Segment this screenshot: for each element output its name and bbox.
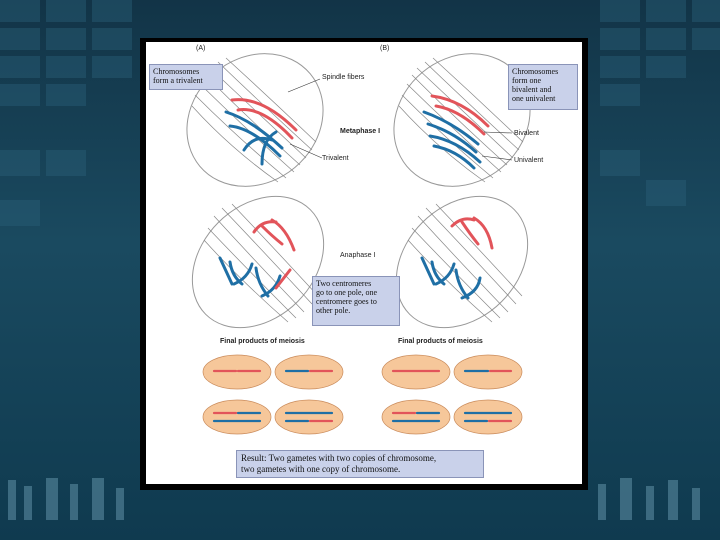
cell-metaphase-a <box>160 26 350 214</box>
result-box: Result: Two gametes with two copies of chromosome, two gametes with one copy of chromosome. <box>236 450 484 478</box>
final-products-label-b: Final products of meiosis <box>398 338 483 345</box>
bivalent-label: Bivalent <box>514 130 539 137</box>
anaphase-label: Anaphase I <box>340 252 376 259</box>
cell-anaphase-a <box>166 170 350 354</box>
spindle-fibers-label: Spindle fibers <box>322 74 365 81</box>
univalent-label: Univalent <box>514 157 544 164</box>
panel-label-b: (B) <box>380 45 390 52</box>
chromosomes-bivalent-univalent <box>424 96 488 168</box>
trivalent-callout: Chromosomes form a trivalent <box>149 64 223 90</box>
cell-anaphase-b <box>370 170 554 354</box>
centromere-callout: Two centromeres go to one pole, one centromere goes to other pole. <box>312 276 400 326</box>
panel-label-a: (A) <box>196 45 206 52</box>
chromosomes-trivalent <box>226 100 296 164</box>
gametes-a <box>203 355 343 434</box>
trivalent-label: Trivalent <box>322 155 349 162</box>
bivalent-callout: Chromosomes form one bivalent and one univalent <box>508 64 578 110</box>
final-products-label-a: Final products of meiosis <box>220 338 305 345</box>
metaphase-label: Metaphase I <box>340 128 381 135</box>
cell-metaphase-b <box>367 26 557 214</box>
gametes-b <box>382 355 522 434</box>
